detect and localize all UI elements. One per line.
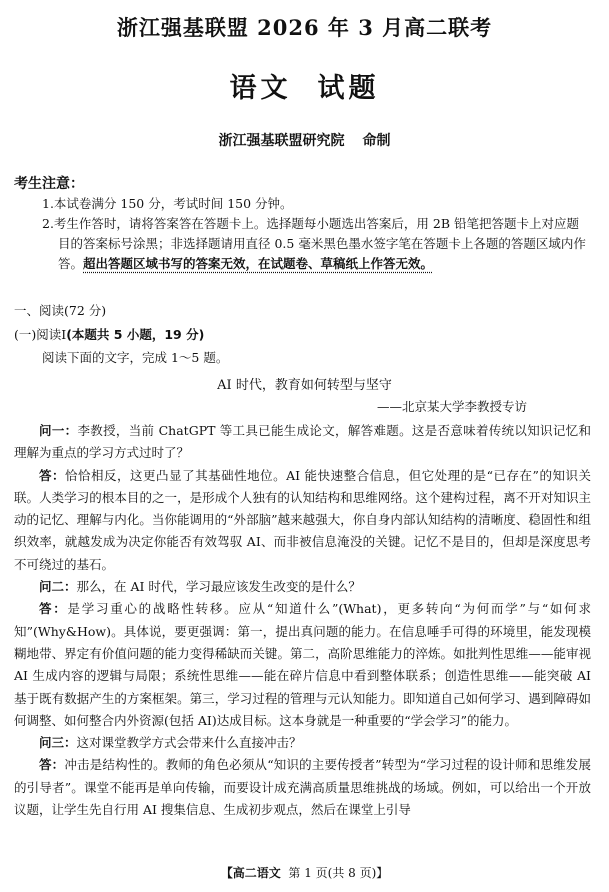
answer-3-text: 冲击是结构性的。教师的角色必须从“知识的主要传授者”转型为“学习过程的设计师和思维发展的引导者”。课堂不能再是单向传输，而要设计成充满高质量思维挑战的场域。例如，可以给出一个开放议题，让学生先自行用 AI 搜集信息、生成初步观点，然后在课堂上引导 (14, 757, 591, 818)
answer-2-text: 是学习重心的战略性转移。应从“知道什么”(What)，更多转向“为何而学”与“如何求知”(Why&How)。具体说，要更强调：第一，提出真问题的能力。在信息唾手可得的环境里，能发现模糊地带、界定有价值问题的能力变得稀缺而关键。第二，高阶思维能力的淬炼。如批判性思维——能审视 AI 生成内容的逻辑与局限；系统性思维——能在碎片信息中看到整体联系；创造性思维——能突破 AI 基于既有数据产生的方案框架。第三，学习过程的管理与元认知能力。即知道自己如何学习、遇到障碍如何调整、如何整合内外资源(包括 AI)达成目标。这本身就是一种重要的“学会学习”的能力。 (14, 601, 591, 728)
question-1-text: 李教授，当前 ChatGPT 等工具已能生成论文，解答难题。这是否意味着传统以知识记忆和理解为重点的学习方式过时了？ (14, 423, 591, 461)
footer-page: 第 1 页(共 8 页)】 (288, 866, 389, 880)
article-byline: ——北京某大学李教授专访 (376, 399, 527, 414)
question-1-label: 问一： (39, 423, 78, 438)
answer-1-label: 答： (39, 467, 66, 483)
notice-list (42, 194, 587, 274)
question-3-label: 问三： (39, 735, 77, 751)
answer-1 (14, 465, 591, 576)
notice-item-1: 1.本试卷满分 150 分，考试时间 150 分钟。 (42, 196, 293, 211)
notice-item-2-text: 2.考生作答时，请将答案答在答题卡上。选择题每小题选出答案后，用 2B 铅笔把答题卡上对应题目的答案标号涂黑；非选择题请用直径 0.5 毫米黑色墨水签字笔在答题卡上各题的答题区域内作答。 (42, 216, 586, 271)
question-1 (14, 420, 591, 465)
exam-title: 浙江强基联盟 2026 年 3 月高二联考 (116, 15, 493, 40)
subsection-label: (一)阅读Ⅰ (14, 327, 67, 342)
question-3-text: 这对课堂教学方式会带来什么直接冲击？ (76, 735, 302, 751)
question-2 (14, 576, 591, 598)
notice-item-2-emphasis: 超出答题区域书写的答案无效，在试题卷、草稿纸上作答无效。 (83, 256, 434, 271)
answer-2 (14, 598, 591, 732)
footer-label: 【高二语文 (220, 866, 281, 880)
article-title: AI 时代，教育如何转型与坚守 (217, 378, 392, 393)
subject-name: 语文 (229, 73, 292, 104)
paper-type: 试题 (317, 73, 380, 104)
issuer-line (0, 130, 609, 150)
article-body (14, 420, 591, 821)
issuer-suffix: 命制 (362, 133, 391, 149)
notice-heading: 考生注意： (14, 176, 84, 192)
answer-1-text: 恰恰相反，这更凸显了其基础性地位。AI 能快速整合信息，但它处理的是“已存在”的知识关联。人类学习的根本目的之一，是形成个人独有的认知结构和思维网络。这个建构过程，离不开对知识主动的记忆、理解与内化。当你能调用的“外部脑”越来越强大，你自身内部认知结构的清晰度、稳固性和组织效率，就越发成为决定你能否有效驾驭 AI、而非被信息淹没的关键。记忆不是目的，但却是深度思考不可绕过的基石。 (14, 467, 591, 572)
subsection-heading (14, 325, 204, 343)
question-2-text: 那么，在 AI 时代，学习最应该发生改变的是什么？ (76, 579, 361, 595)
reading-instruction: 阅读下面的文字，完成 1～5 题。 (42, 350, 229, 365)
notice-item-2 (42, 214, 587, 274)
paper-title (0, 66, 609, 105)
section-heading: 一、阅读(72 分) (14, 303, 107, 318)
issuer-name: 浙江强基联盟研究院 (218, 133, 345, 149)
answer-3-label: 答： (39, 757, 65, 773)
answer-3 (14, 754, 591, 821)
page-footer (0, 864, 609, 881)
question-2-label: 问二： (39, 579, 77, 595)
answer-2-label: 答： (39, 601, 68, 617)
question-3 (14, 732, 591, 754)
subsection-detail: (本题共 5 小题，19 分) (66, 327, 205, 342)
